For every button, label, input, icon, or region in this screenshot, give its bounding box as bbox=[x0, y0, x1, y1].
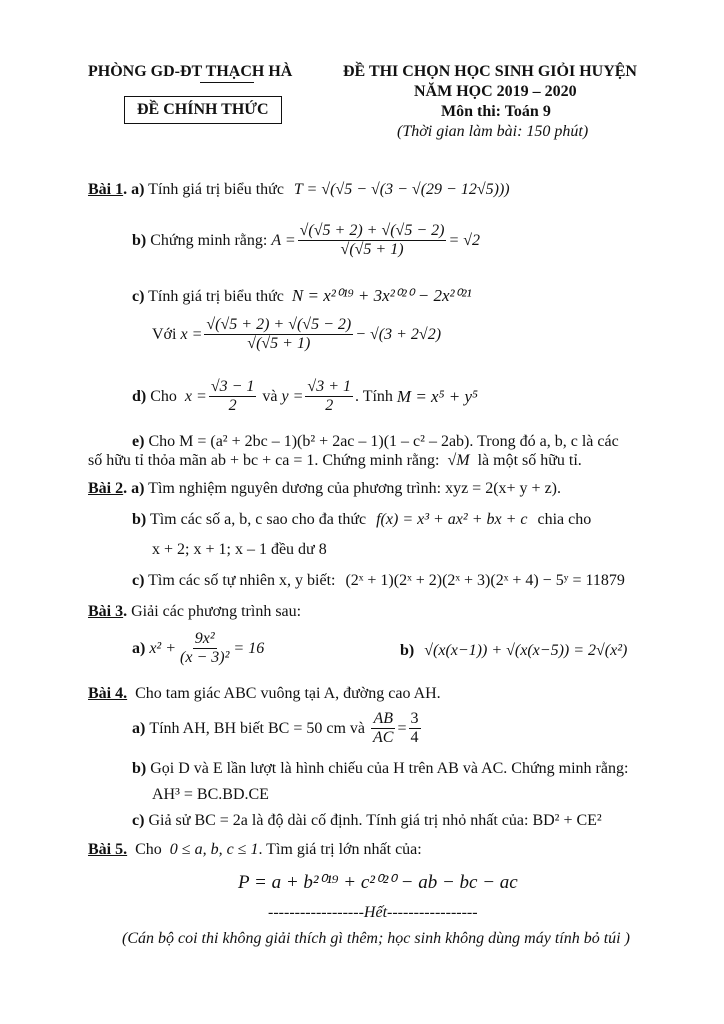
bai3-a-line bbox=[132, 630, 264, 668]
bai5-tail: . Tìm giá trị lớn nhất của: bbox=[258, 841, 422, 858]
bai1-b-numerator: √(√5 + 2) + √(√5 − 2) bbox=[298, 222, 447, 241]
bai1-b-text: Chứng minh rằng: bbox=[150, 231, 268, 249]
bai3-b-line bbox=[400, 642, 627, 660]
bai1-e-text1: Cho M = (a² + 2bc – 1)(b² + 2ac – 1)(1 – c² – 2ab). Trong đó a, b, c là các bbox=[148, 433, 619, 450]
bai3-a-prefix: a) bbox=[132, 639, 146, 657]
school-year: NĂM HỌC 2019 – 2020 bbox=[414, 83, 577, 100]
bai1-e-sqrtM: √M bbox=[447, 452, 470, 469]
bai1-e-tail: là một số hữu tỉ. bbox=[477, 452, 582, 469]
bai1-voi-denominator: √(√5 + 1) bbox=[247, 335, 311, 353]
bai1-a-prefix: a) bbox=[131, 181, 145, 198]
bai1-d-va: và bbox=[262, 387, 278, 405]
bai1-c-text: Tính giá trị biểu thức bbox=[148, 288, 284, 305]
bai1-b-line: b) Chứng minh rằng: A = $\frac{√(√5 + 2) + √(√5 - 2)}{√(√5 + 1)}$ = √2 bbox=[132, 222, 481, 259]
bai4-text: Cho tam giác ABC vuông tại A, đường cao AH. bbox=[135, 685, 441, 702]
bai1-a-line: Bài 1. a) Tính giá trị biểu thức T = √(√5 − √(3 − √(29 − 12√5))) bbox=[88, 181, 510, 198]
bai1-voi-tail: − √(3 + 2√2) bbox=[355, 325, 442, 343]
bai1-e-text2: số hữu tỉ thỏa mãn ab + bc + ca = 1. Chứng minh rằng: bbox=[88, 452, 440, 469]
bai4-a-line bbox=[132, 710, 423, 748]
end-marker: ------------------Hết----------------- bbox=[268, 904, 478, 921]
bai5-condition: 0 ≤ a, b, c ≤ 1 bbox=[169, 841, 259, 858]
bai1-b-denominator: √(√5 + 1) bbox=[340, 241, 404, 259]
official-stamp: ĐỀ CHÍNH THỨC bbox=[124, 96, 282, 124]
bai5-label: Bài 5. bbox=[88, 841, 128, 858]
bai1-e-line2 bbox=[88, 452, 582, 470]
bai4-b-text: Gọi D và E lần lượt là hình chiếu của H trên AB và AC. Chứng minh rằng: bbox=[150, 760, 629, 777]
bai2-b-line bbox=[132, 511, 591, 529]
bai1-label: Bài 1 bbox=[88, 181, 124, 198]
bai1-d-y-denominator: 2 bbox=[325, 397, 334, 415]
bai5-cho: Cho bbox=[135, 841, 162, 858]
bai4-a-prefix: a) bbox=[132, 719, 146, 737]
bai1-d-line: d) Cho x = $\frac{√3 - 1}{2}$ và y = $\frac{√3 + 1}{2}$ . Tính M = x⁵ + y⁵ bbox=[132, 378, 478, 415]
bai4-a-eq: = bbox=[397, 719, 407, 737]
bai1-voi-line: Với x = $\frac{√(√5 + 2) + √(√5 - 2)}{√(√5 + 1)}$ − √(3 + 2√2) bbox=[152, 316, 442, 353]
bai1-d-prefix: d) bbox=[132, 387, 147, 405]
bai3-b-prefix: b) bbox=[400, 642, 415, 659]
bai2-b-tail: chia cho bbox=[537, 511, 592, 528]
bai3-label: Bài 3 bbox=[88, 603, 124, 620]
bai4-c-prefix: c) bbox=[132, 812, 145, 829]
bai2-b-prefix: b) bbox=[132, 511, 147, 528]
footer-note: (Cán bộ coi thi không giải thích gì thêm; học sinh không dùng máy tính bỏ túi ) bbox=[122, 930, 630, 947]
bai5-formula: P = a + b²⁰¹⁹ + c²⁰²⁰ − ab − bc − ac bbox=[238, 872, 518, 893]
exam-title: ĐỀ THI CHỌN HỌC SINH GIỎI HUYỆN bbox=[343, 63, 637, 80]
header-divider bbox=[200, 82, 254, 83]
bai2-c-formula: (2ˣ + 1)(2ˣ + 2)(2ˣ + 3)(2ˣ + 4) − 5ʸ = 11879 bbox=[345, 572, 625, 589]
bai2-b-poly: f(x) = x³ + ax² + bx + c bbox=[376, 511, 528, 528]
bai3-a-numerator: 9x² bbox=[193, 630, 217, 649]
bai2-c-text: Tìm các số tự nhiên x, y biết: bbox=[148, 572, 336, 589]
exam-time: (Thời gian làm bài: 150 phút) bbox=[397, 123, 589, 140]
bai1-b-fraction bbox=[298, 222, 447, 260]
bai4-a-value-num: 3 bbox=[409, 710, 421, 729]
department-name: PHÒNG GD-ĐT THẠCH HÀ bbox=[88, 63, 293, 80]
bai2-label: Bài 2 bbox=[88, 480, 124, 497]
bai4-b-line bbox=[132, 760, 628, 778]
bai4-a-ratio bbox=[371, 710, 395, 748]
bai4-c-text: Giả sử BC = 2a là độ dài cố định. Tính giá trị nhỏ nhất của: BD² + CE² bbox=[148, 812, 602, 829]
bai1-voi-fraction bbox=[204, 316, 353, 354]
bai1-d-y-fraction bbox=[305, 378, 353, 416]
bai2-a-prefix: a) bbox=[131, 480, 145, 497]
bai1-voi-numerator: √(√5 + 2) + √(√5 − 2) bbox=[204, 316, 353, 335]
bai3-a-fraction bbox=[178, 630, 231, 668]
bai4-b-line2: AH³ = BC.BD.CE bbox=[152, 786, 269, 803]
bai5-line bbox=[88, 841, 422, 859]
bai1-c-formula: N = x²⁰¹⁹ + 3x²⁰²⁰ − 2x²⁰²¹ bbox=[291, 286, 472, 305]
bai1-d-tinh: . Tính bbox=[354, 387, 393, 405]
bai1-c-line bbox=[132, 286, 472, 306]
bai2-b-line2: x + 2; x + 1; x – 1 đều dư 8 bbox=[152, 541, 327, 558]
bai1-voi-label: Với bbox=[152, 325, 177, 343]
bai1-e-line1 bbox=[132, 433, 619, 451]
bai4-a-value bbox=[409, 710, 421, 748]
bai3-a-lhs: x² + bbox=[149, 639, 177, 657]
bai4-b-prefix: b) bbox=[132, 760, 147, 777]
bai3-line: Bài 3. Giải các phương trình sau: bbox=[88, 603, 302, 620]
bai2-c-line bbox=[132, 572, 625, 590]
bai4-a-denominator: AC bbox=[373, 729, 394, 747]
bai2-b-text: Tìm các số a, b, c sao cho đa thức bbox=[149, 511, 367, 528]
bai1-d-x-fraction bbox=[209, 378, 257, 416]
bai4-label: Bài 4. bbox=[88, 685, 128, 702]
bai1-b-prefix: b) bbox=[132, 231, 147, 249]
bai4-c-line bbox=[132, 812, 602, 830]
bai4-line bbox=[88, 685, 441, 703]
bai4-a-text: Tính AH, BH biết BC = 50 cm và bbox=[149, 719, 366, 737]
bai2-a-text: Tìm nghiệm nguyên dương của phương trình: xyz = 2(x+ y + z). bbox=[148, 480, 561, 497]
bai1-d-M: M = x⁵ + y⁵ bbox=[396, 386, 478, 406]
bai2-c-prefix: c) bbox=[132, 572, 145, 589]
exam-subject: Môn thi: Toán 9 bbox=[441, 103, 551, 120]
bai1-a-formula: T = √(√5 − √(3 − √(29 − 12√5))) bbox=[293, 181, 510, 198]
bai3-a-denominator: (x − 3)² bbox=[180, 649, 230, 667]
bai1-a-text: Tính giá trị biểu thức bbox=[148, 181, 284, 198]
bai3-a-rhs: = 16 bbox=[233, 639, 265, 657]
bai1-e-prefix: e) bbox=[132, 433, 145, 450]
bai1-d-cho: Cho bbox=[150, 387, 177, 405]
bai3-text: Giải các phương trình sau: bbox=[131, 603, 302, 620]
bai1-d-x-numerator: √3 − 1 bbox=[209, 378, 257, 397]
bai2-a-line: Bài 2. a) Tìm nghiệm nguyên dương của phương trình: xyz = 2(x+ y + z). bbox=[88, 480, 561, 497]
bai1-b-rhs: = √2 bbox=[448, 231, 481, 249]
bai4-a-numerator: AB bbox=[371, 710, 395, 729]
bai1-d-x-denominator: 2 bbox=[228, 397, 237, 415]
bai1-d-y-numerator: √3 + 1 bbox=[305, 378, 353, 397]
bai1-c-prefix: c) bbox=[132, 288, 145, 305]
bai4-a-value-den: 4 bbox=[410, 729, 419, 747]
bai3-b-formula: √(x(x−1)) + √(x(x−5)) = 2√(x²) bbox=[424, 642, 628, 659]
